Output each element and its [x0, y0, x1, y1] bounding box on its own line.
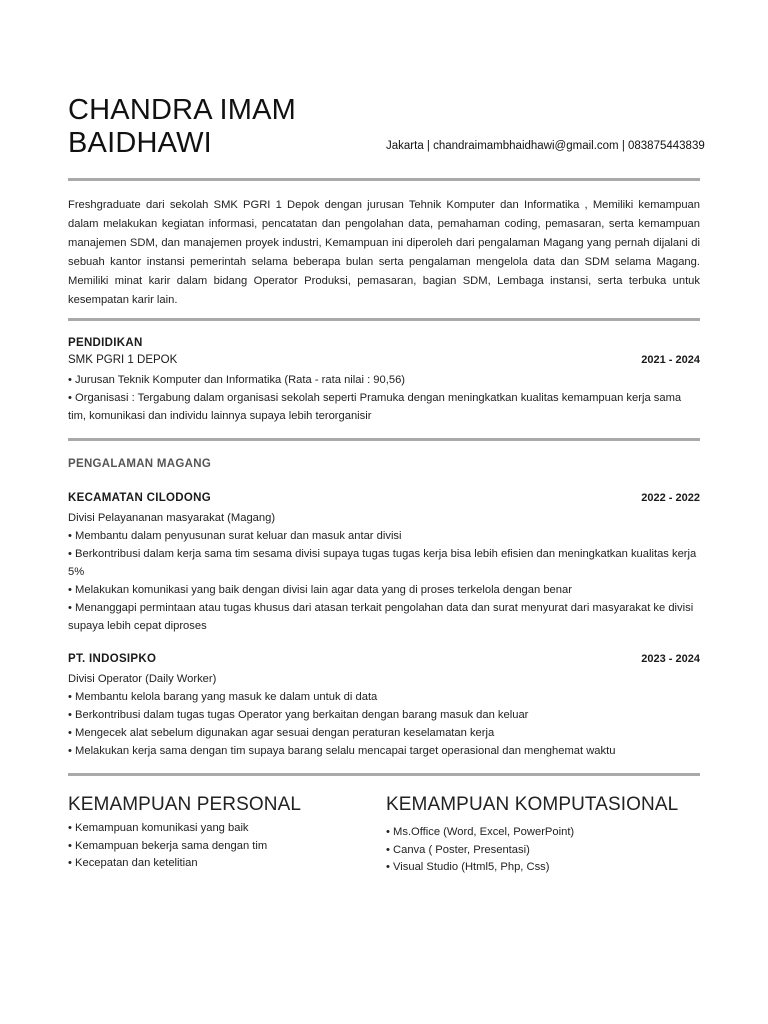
list-item: • Berkontribusi dalam kerja sama tim sesama divisi supaya tugas tugas kerja bisa lebih efisien dan meningkatkan kualitas kerja 5% — [68, 548, 697, 578]
list-item: • Kemampuan komunikasi yang baik — [68, 822, 249, 834]
list-item: • Membantu dalam penyusunan surat keluar dan masuk antar divisi — [68, 530, 402, 542]
candidate-name — [68, 94, 296, 160]
divider — [68, 438, 700, 441]
list-item: • Jurusan Teknik Komputer dan Informatika (Rata - rata nilai : 90,56) — [68, 374, 406, 386]
personal-skills-list — [68, 820, 368, 873]
list-item: • Canva ( Poster, Presentasi) — [386, 843, 530, 856]
divider — [68, 773, 700, 776]
name-line-2: BAIDHAWI — [68, 127, 212, 159]
list-item: • Menanggapi permintaan atau tugas khusus dari atasan terkait pengolahan data dan surat menyurat dari masyarakat ke divisi supaya lebih cepat diproses — [68, 602, 694, 632]
job-org: PT. INDOSIPKO — [68, 653, 157, 665]
job-list — [68, 509, 700, 635]
job-role: Divisi Pelayananan masyarakat (Magang) — [68, 512, 276, 524]
list-item: • Kemampuan bekerja sama dengan tim — [68, 839, 268, 852]
job-years: 2023 - 2024 — [641, 653, 700, 665]
job-list — [68, 670, 700, 760]
list-item: • Kecepatan dan ketelitian — [68, 857, 198, 869]
job-role: Divisi Operator (Daily Worker) — [68, 673, 217, 685]
list-item: • Ms.Office (Word, Excel, PowerPoint) — [386, 826, 575, 838]
summary-text: Freshgraduate dari sekolah SMK PGRI 1 Depok dengan jurusan Tehnik Komputer dan Informatika , Memiliki kemampuan dalam melakukan kegiatan informasi, pencatatan dan pengolahan data, pemahaman coding, pemasaran, serta kemampuan manajemen SDM, dan manajemen proyek industri, Kemampuan ini diperoleh dari pengalaman Magang yang pernah dijalani di sebuah kantor instansi pemerintah selama beberapa bulan serta pengalaman mengelola data dan SDM selama Magang. Memiliki minat karir dalam bidang Operator Produksi, pemasaran, bagian SDM, Lembaga instansi, serta terbuka untuk kesempatan karir lain. — [68, 199, 700, 306]
list-item: • Membantu kelola barang yang masuk ke dalam untuk di data — [68, 691, 378, 703]
education-row — [68, 354, 700, 366]
divider — [68, 318, 700, 321]
list-item: • Organisasi : Tergabung dalam organisasi sekolah seperti Pramuka dengan meningkatkan kualitas kemampuan kerja sama tim, komunikasi dan individu lainnya supaya lebih terorganisir — [68, 392, 682, 422]
job-row — [68, 492, 700, 504]
school-name: SMK PGRI 1 DEPOK — [68, 354, 178, 366]
education-list — [68, 371, 700, 425]
list-item: • Berkontribusi dalam tugas tugas Operator yang berkaitan dengan barang masuk dan keluar — [68, 709, 529, 721]
list-item: • Mengecek alat sebelum digunakan agar sesuai dengan peraturan keselamatan kerja — [68, 727, 495, 739]
list-item: • Melakukan komunikasi yang baik dengan divisi lain agar data yang di proses terkelola dengan benar — [68, 584, 572, 596]
job-org: KECAMATAN CILODONG — [68, 492, 211, 504]
name-line-1: CHANDRA IMAM — [68, 94, 296, 126]
list-item: • Visual Studio (Html5, Php, Css) — [386, 861, 550, 873]
computing-skills-list — [386, 824, 700, 877]
job-row — [68, 653, 700, 665]
personal-skills-heading: KEMAMPUAN PERSONAL — [68, 794, 302, 815]
job-years: 2022 - 2022 — [641, 492, 700, 504]
internship-heading: PENGALAMAN MAGANG — [68, 458, 212, 470]
computing-skills-heading: KEMAMPUAN KOMPUTASIONAL — [386, 794, 679, 815]
education-years: 2021 - 2024 — [641, 354, 700, 366]
contact-info: Jakarta | chandraimambhaidhawi@gmail.com | 083875443839 — [386, 140, 705, 152]
education-heading: PENDIDIKAN — [68, 337, 143, 349]
list-item: • Melakukan kerja sama dengan tim supaya barang selalu mencapai target operasional dan menghemat waktu — [68, 745, 616, 757]
divider — [68, 178, 700, 181]
